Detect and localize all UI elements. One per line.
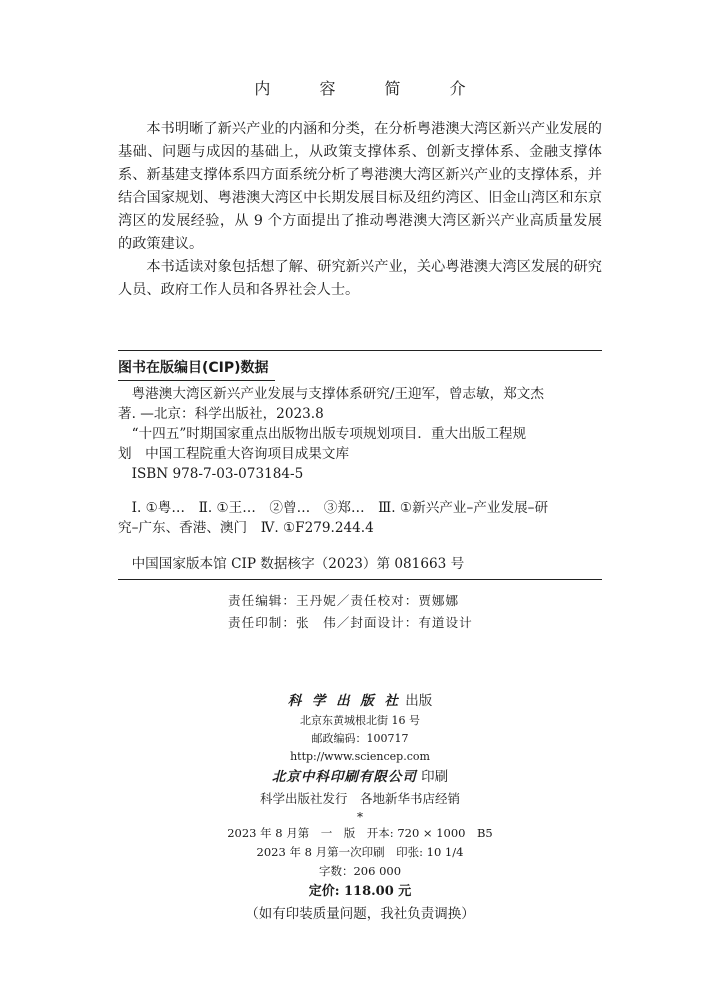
word-count: 字数：206 000 bbox=[318, 864, 402, 878]
publisher-imprint bbox=[0, 690, 720, 925]
publisher-url: http://www.sciencep.com bbox=[290, 750, 430, 763]
distribution-line: 科学出版社发行 各地新华书店经销 bbox=[259, 791, 460, 806]
cip-classification-cont: 究–广东、香港、澳门 Ⅳ. ①F279.244.4 bbox=[118, 520, 374, 536]
cip-line-author: 著. —北京：科学出版社，2023.8 bbox=[118, 406, 324, 422]
cip-verification-number: 中国国家版本馆 CIP 数据核字（2023）第 081663 号 bbox=[131, 556, 465, 572]
page-title: 内 容 简 介 bbox=[254, 79, 488, 98]
cip-line-title: 粤港澳大湾区新兴产业发展与支撑体系研究/王迎军，曾志敏，郑文杰 bbox=[131, 386, 544, 402]
edition-line: 2023 年 8 月第 一 版 开本: 720 × 1000 B5 bbox=[227, 826, 493, 840]
cip-line-series: “十四五”时期国家重点出版物出版专项规划项目．重大出版工程规 bbox=[131, 426, 527, 442]
printer-name: 北京中科印刷有限公司 bbox=[271, 769, 417, 785]
printer-suffix: 印刷 bbox=[416, 769, 449, 785]
summary-section bbox=[118, 118, 602, 302]
publisher-address: 北京东黄城根北街 16 号 bbox=[300, 714, 420, 727]
printer-line bbox=[0, 766, 720, 788]
cip-top-rule bbox=[118, 350, 602, 351]
cip-isbn: ISBN 978-7-03-073184-5 bbox=[131, 466, 304, 482]
summary-paragraph-1: 本书明晰了新兴产业的内涵和分类，在分析粤港澳大湾区新兴产业发展的基础、问题与成因的基础上，从政策支撑体系、创新支撑体系、金融支撑体系、新基建支撑体系四方面系统分析了粤港澳大湾区新兴产业的支撑体系，并结合国家规划、粤港澳大湾区中长期发展目标及纽约湾区、旧金山湾区和东京湾区的发展经验，从 9 个方面提出了推动粤港澳大湾区新兴产业高质量发展的政策建议。 bbox=[118, 121, 602, 252]
publisher-name-line bbox=[0, 690, 720, 712]
cip-line-series-cont: 划 中国工程院重大咨询项目成果文库 bbox=[118, 446, 350, 462]
price: 定价: 118.00 元 bbox=[308, 884, 412, 899]
printing-line: 2023 年 8 月第一次印刷 印张: 10 1/4 bbox=[256, 845, 464, 859]
publisher-name-suffix: 出版 bbox=[401, 693, 433, 709]
cip-record bbox=[118, 384, 602, 538]
cip-bottom-rule bbox=[118, 579, 602, 580]
cip-heading: 图书在版编目(CIP)数据 bbox=[118, 357, 269, 377]
quality-note: （如有印装质量问题，我社负责调换） bbox=[245, 906, 475, 922]
editor-credits bbox=[228, 590, 473, 634]
summary-paragraph-2: 本书适读对象包括想了解、研究新兴产业，关心粤港澳大湾区发展的研究人员、政府工作人员和各界社会人士。 bbox=[118, 259, 602, 298]
editor-line-1: 责任编辑：王丹妮／责任校对：贾娜娜 bbox=[228, 593, 460, 608]
editor-line-2: 责任印制：张 伟／封面设计：有道设计 bbox=[228, 615, 473, 630]
publisher-postcode: 邮政编码：100717 bbox=[311, 732, 409, 745]
cip-classification: Ⅰ. ①粤… Ⅱ. ①王… ②曾… ③郑… Ⅲ. ①新兴产业–产业发展–研 bbox=[131, 500, 549, 516]
separator-star: * bbox=[357, 810, 363, 824]
publisher-name: 科 学 出 版 社 bbox=[287, 693, 401, 709]
